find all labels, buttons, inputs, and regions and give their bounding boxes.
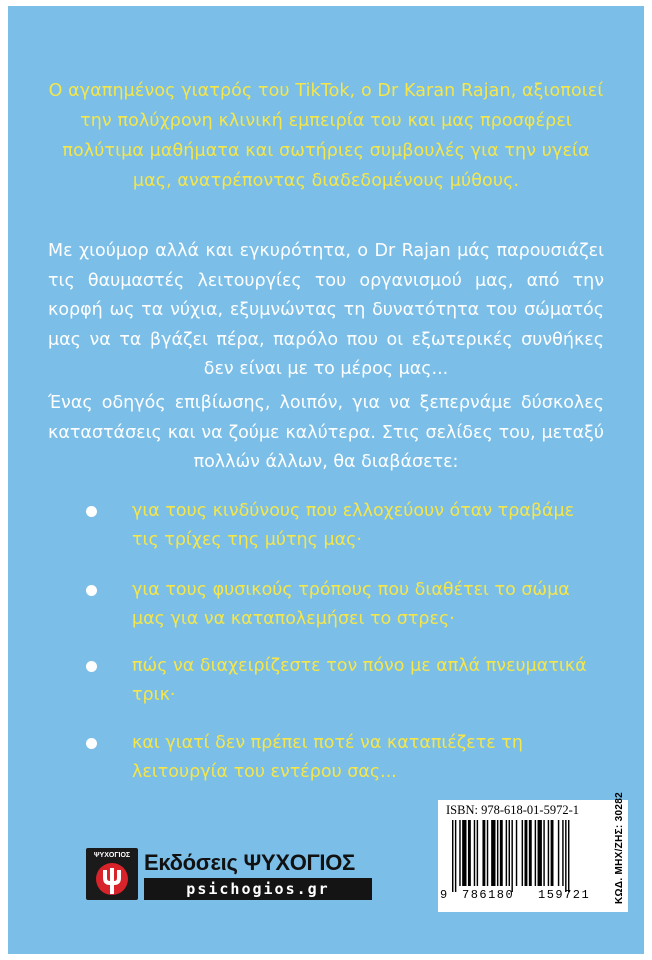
barcode-bars [452, 820, 610, 892]
barcode [438, 792, 628, 912]
publisher-name: Εκδόσεις ΨΥΧΟΓΙΟΣ [144, 850, 355, 875]
bullet-dot-icon [86, 661, 97, 672]
back-cover [8, 6, 644, 954]
description-paragraph-2: Ένας οδηγός επιβίωσης, λοιπόν, για να ξεπερνάμε δύσκολες καταστάσεις και να ζούμε καλύτερα. Στις σελίδες του, μεταξύ πολλών άλλων, θα διαβάσετε: [48, 393, 604, 472]
logo-caption: ΨΥΧΟΓΙΟΣ [93, 852, 131, 859]
bullet-dot-icon [86, 506, 97, 517]
barcode-digit-first: 9 [440, 888, 449, 902]
publisher-logo [86, 848, 376, 900]
list-item-text: πώς να διαχειρίζεστε τον πόνο με απλά πνευματικά τρικ· [132, 656, 587, 705]
psi-logo-icon [86, 848, 138, 900]
list-item-text: για τους κινδύνους που ελλοχεύουν όταν τραβάμε τις τρίχες της μύτης μας· [132, 501, 575, 550]
bullet-dot-icon [86, 585, 97, 596]
description-paragraph-1: Με χιούμορ αλλά και εγκυρότητα, ο Dr Rajan μάς παρουσιάζει τις θαυμαστές λειτουργίες του οργανισμού μας, από την κορφή ως τα νύχια, εξυμνώντας τη δυνατότητα του σώματός μας να τα βγάζει πέρα, παρόλο που οι εξωτερικές συνθήκες δεν είναι με το μέρος μας... [48, 241, 604, 379]
publisher-url: psichogios.gr [144, 878, 372, 900]
barcode-digits-right: 159721 [538, 888, 591, 902]
list-item-text: και γιατί δεν πρέπει ποτέ να καταπιέζετε τη λειτουργία του εντέρου σας... [132, 733, 523, 782]
barcode-digits-left: 786180 [462, 888, 515, 902]
isbn-label: ISBN: 978-618-01-5972-1 [446, 803, 579, 817]
product-code: ΚΩΔ. ΜΗΧ/ΖΗΣ: 30282 [614, 792, 625, 904]
intro-text: Ο αγαπημένος γιατρός του TikTok, ο Dr Karan Rajan, αξιοποιεί την πολύχρονη κλινική εμπειρία του και μας προσφέρει πολύτιμα μαθήματα και σωτήριες συμβουλές για την υγεία μας, ανατρέποντας διαδεδομένους μύθους. [48, 81, 604, 191]
bullet-dot-icon [86, 738, 97, 749]
list-item-text: για τους φυσικούς τρόπους που διαθέτει το σώμα μας για να καταπολεμήσει το στρες· [132, 580, 570, 629]
